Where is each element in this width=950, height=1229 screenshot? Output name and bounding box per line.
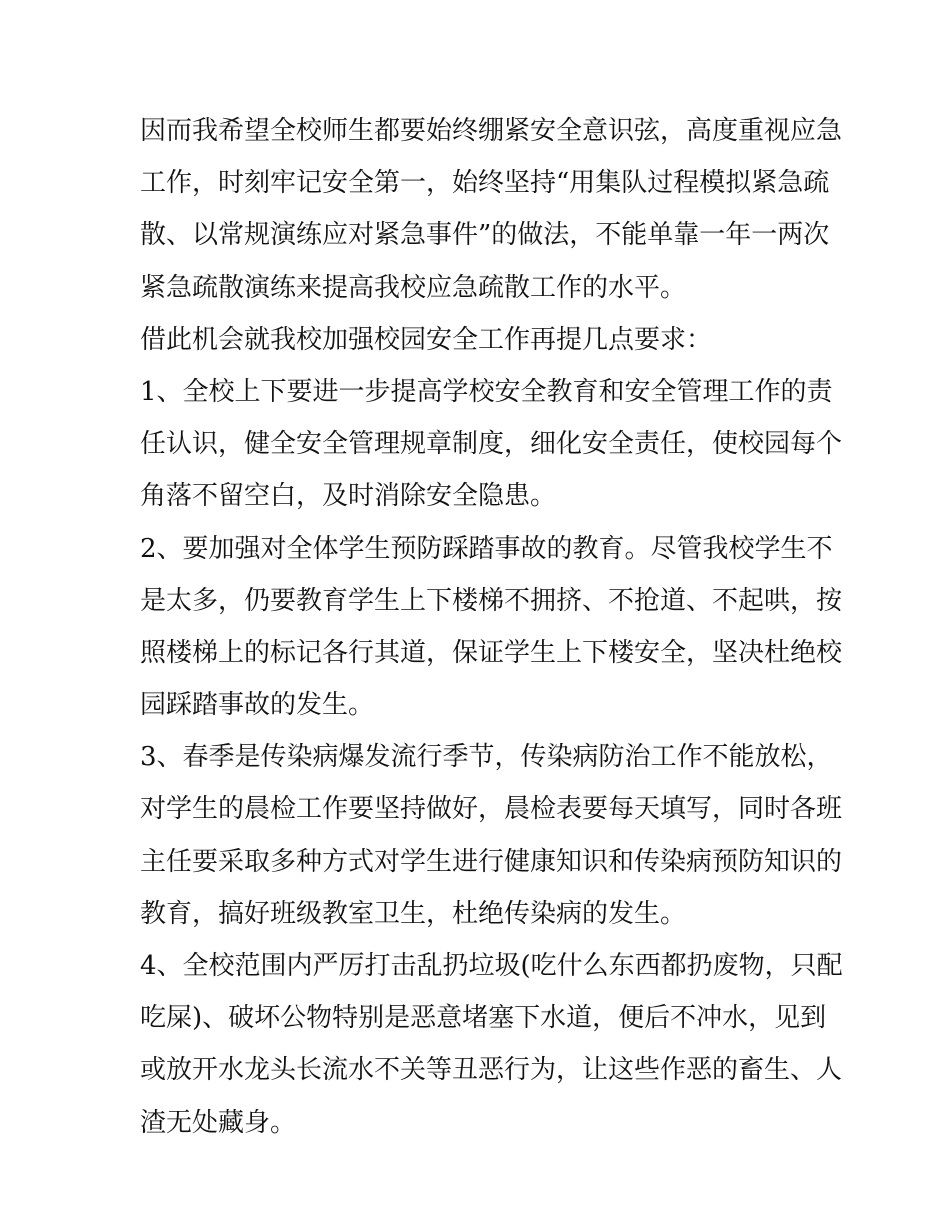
text-line: 工作，时刻牢记安全第一，始终坚持“用集队过程模拟紧急疏 [140,168,830,199]
text-line: 3、春季是传染病爆发流行季节，传染病防治工作不能放松， [140,742,833,773]
text-line: 是太多，仍要教育学生上下楼梯不拥挤、不抢道、不起哄，按 [140,585,843,616]
paragraph-item-4 [140,940,843,1149]
text-line: 散、以常规演练应对紧急事件”的做法，不能单靠一年一两次 [140,220,830,251]
text-line: 园踩踏事故的发生。 [140,690,375,721]
text-line: 照楼梯上的标记各行其道，保证学生上下楼安全，坚决杜绝校 [140,637,843,668]
text-line: 因而我希望全校师生都要始终绷紧安全意识弦，高度重视应急 [140,116,843,146]
text-line: 吃屎)、破坏公物特别是恶意堵塞下水道，便后不冲水，见到 [140,1003,827,1034]
paragraph-requirements-intro [140,314,820,366]
text-line: 任认识，健全安全管理规章制度，细化安全责任，使校园每个 [140,429,843,460]
paragraph-item-2 [140,523,843,732]
text-line: 教育，搞好班级教室卫生，杜绝传染病的发生。 [140,898,687,929]
text-line: 4、全校范围内严厉打击乱扔垃圾(吃什么东西都扔废物，只配 [140,951,843,981]
document-body [140,105,843,1149]
text-line: 紧急疏散演练来提高我校应急疏散工作的水平。 [140,272,687,303]
paragraph-item-1 [140,366,843,523]
text-line: 主任要采取多种方式对学生进行健康知识和传染病预防知识的 [140,846,843,877]
text-line: 2、要加强对全体学生预防踩踏事故的教育。尽管我校学生不 [140,533,833,564]
paragraph-item-3 [140,731,843,940]
text-line: 或放开水龙头长流水不关等丑恶行为，让这些作恶的畜生、人 [140,1055,843,1086]
paragraph-drill-reflection [140,105,843,314]
text-line: 借此机会就我校加强校园安全工作再提几点要求： [140,324,713,355]
text-line: 渣无处藏身。 [140,1107,297,1138]
text-line: 对学生的晨检工作要坚持做好，晨检表要每天填写，同时各班 [140,794,843,825]
text-line: 角落不留空白，及时消除安全隐患。 [140,481,557,512]
text-line: 1、全校上下要进一步提高学校安全教育和安全管理工作的责 [140,376,833,407]
